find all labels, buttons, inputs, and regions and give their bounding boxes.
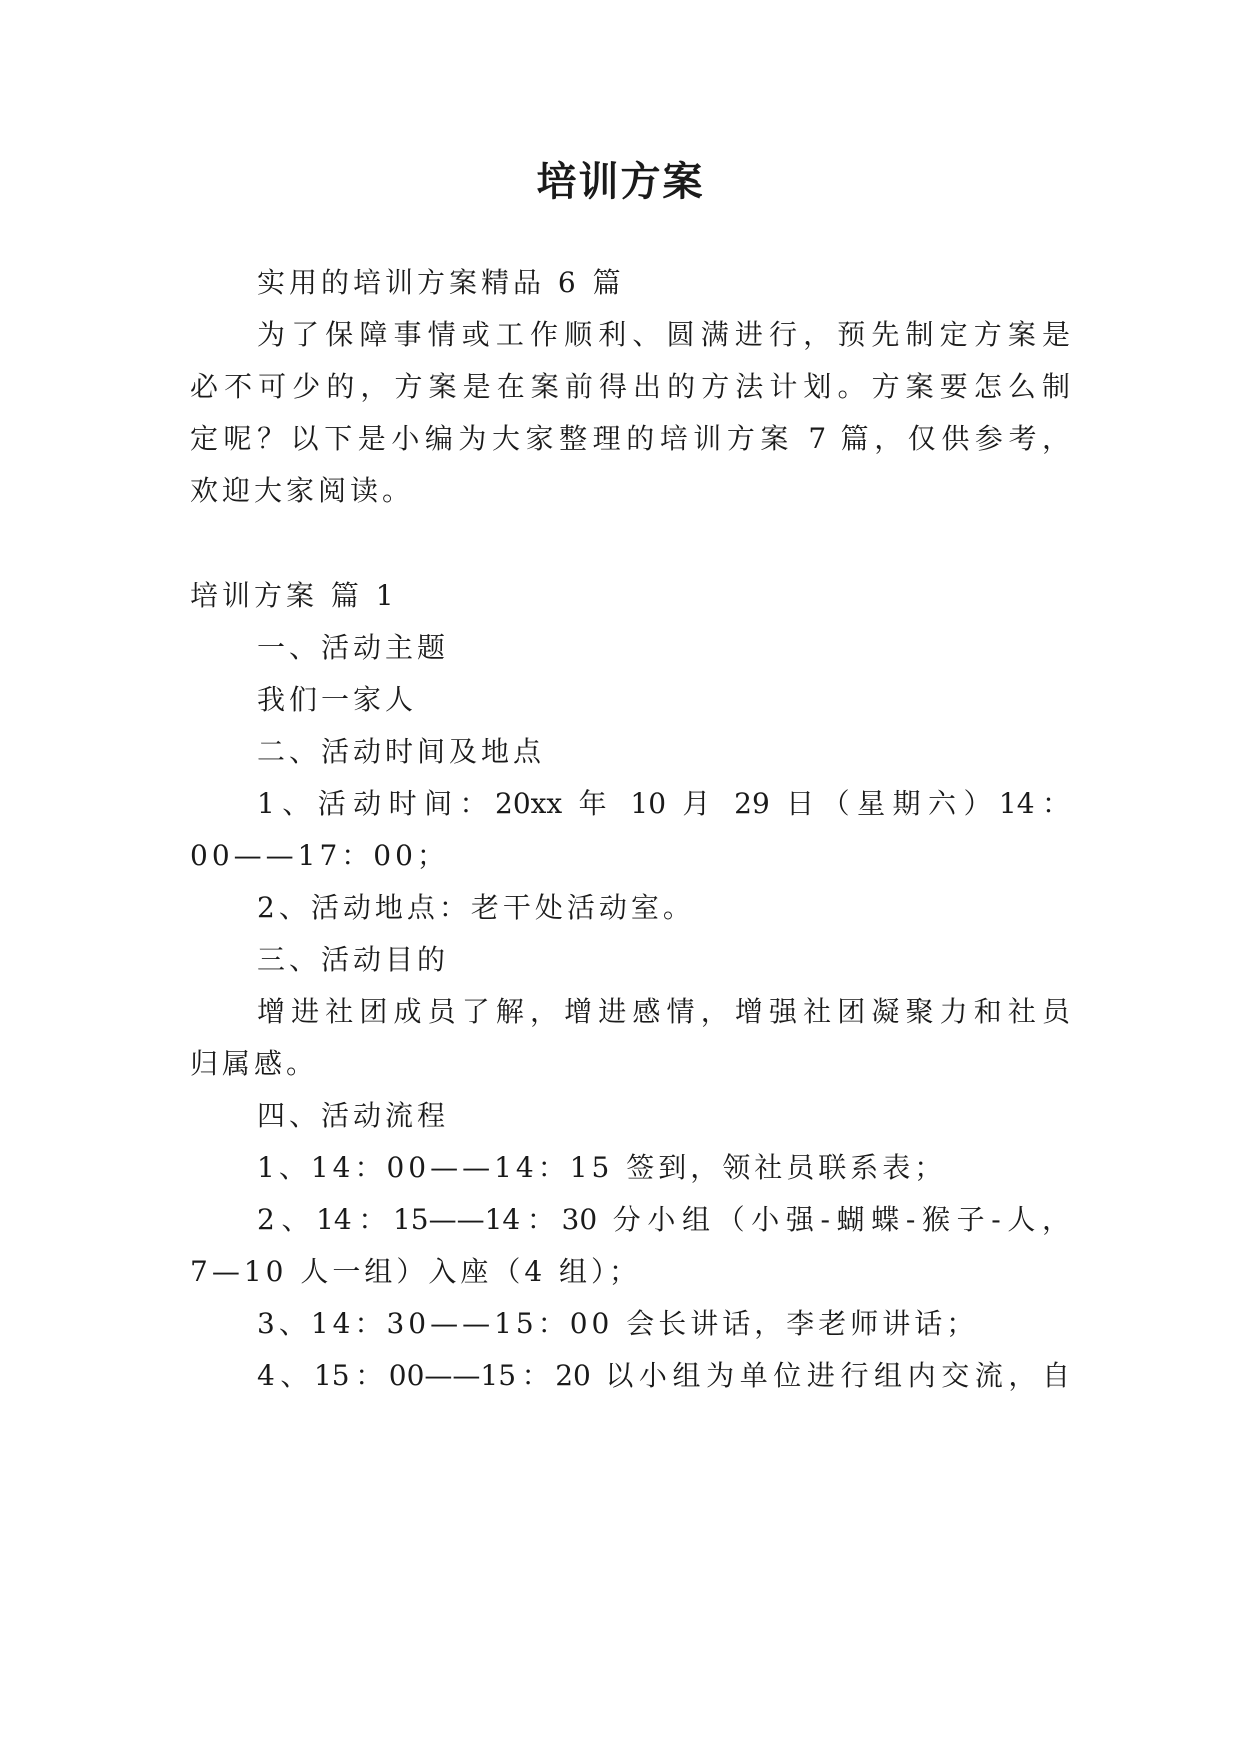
paragraph-line: 2、14：15——14：30 分小组（小强-蝴蝶-猴子-人， <box>257 1203 1070 1236</box>
paragraph-line: 00——17：00； <box>190 839 449 872</box>
intro-subtitle: 实用的培训方案精品 6 篇 <box>257 266 625 299</box>
paragraph-line: 3、14：30——15：00 会长讲话，李老师讲话； <box>257 1307 979 1340</box>
paragraph-line: 4、15：00——15：20 以小组为单位进行组内交流，自 <box>257 1359 1070 1392</box>
paragraph-line: 我们一家人 <box>257 683 418 716</box>
paragraph-line: 欢迎大家阅读。 <box>190 474 415 507</box>
paragraph-line: 定呢？以下是小编为大家整理的培训方案 7 篇，仅供参考， <box>190 422 1070 455</box>
paragraph-line: 1、活动时间：20xx 年 10 月 29 日（星期六）14： <box>257 787 1070 820</box>
paragraph-line: 归属感。 <box>190 1047 319 1080</box>
paragraph-line: 必不可少的，方案是在案前得出的方法计划。方案要怎么制 <box>190 370 1070 403</box>
paragraph-line: 2、活动地点：老干处活动室。 <box>257 891 695 924</box>
document-title: 培训方案 <box>536 158 705 205</box>
paragraph-line: 7—10 人一组）入座（4 组）； <box>190 1255 642 1288</box>
subheading: 三、活动目的 <box>257 943 450 976</box>
subheading: 四、活动流程 <box>257 1099 450 1132</box>
paragraph-line: 为了保障事情或工作顺利、圆满进行，预先制定方案是 <box>257 318 1070 351</box>
paragraph-line: 增进社团成员了解，增进感情，增强社团凝聚力和社员 <box>257 995 1070 1028</box>
subheading: 一、活动主题 <box>257 631 450 664</box>
paragraph-line: 1、14：00——14：15 签到，领社员联系表； <box>257 1151 947 1184</box>
section-heading: 培训方案 篇 1 <box>190 579 398 612</box>
subheading: 二、活动时间及地点 <box>257 735 546 768</box>
